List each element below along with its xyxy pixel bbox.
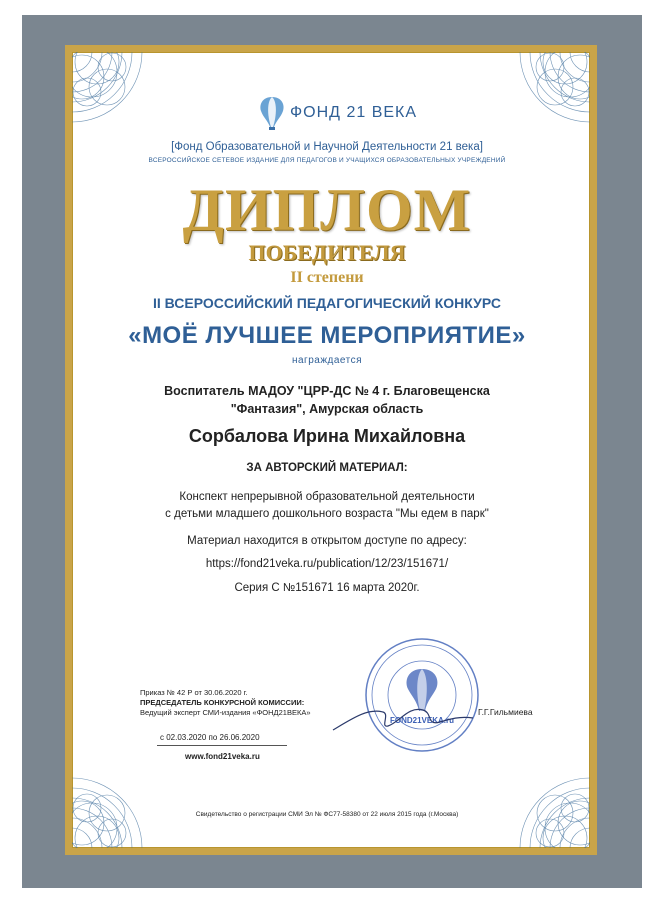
material-line2: с детьми младшего дошкольного возраста "Мы едем в парк" [165, 508, 489, 520]
divider [157, 745, 287, 746]
recipient-role [0, 382, 654, 418]
material-heading: ЗА АВТОРСКИЙ МАТЕРИАЛ: [246, 462, 408, 474]
fund-subtitle: ВСЕРОССИЙСКОЕ СЕТЕВОЕ ИЗДАНИЕ ДЛЯ ПЕДАГОГОВ И УЧАЩИХСЯ ОБРАЗОВАТЕЛЬНЫХ УЧРЕЖДЕНИЙ [148, 157, 506, 164]
recipient-role-line1: Воспитатель МАДОУ "ЦРР-ДС № 4 г. Благовещенска [164, 384, 490, 398]
signer-name: Г.Г.Гильмиева [478, 707, 533, 717]
commission-block [140, 688, 311, 718]
corner-ornament-top-right [490, 52, 590, 152]
material-url: https://fond21veka.ru/publication/12/23/151671/ [205, 558, 449, 570]
corner-ornament-top-left [72, 52, 172, 152]
order-text: Приказ № 42 Р от 30.06.2020 г. [140, 688, 248, 697]
fund-logo [258, 95, 417, 131]
contest-title: «МОЁ ЛУЧШЕЕ МЕРОПРИЯТИЕ» [128, 322, 526, 349]
logo-text: ФОНД 21 ВЕКА [290, 104, 418, 121]
registration-text: Свидетельство о регистрации СМИ Эл № ФС77-58380 от 22 июля 2015 года (г.Москва) [195, 811, 459, 818]
site-url: www.fond21veka.ru [185, 752, 260, 761]
awarded-label: награждается [291, 355, 363, 366]
stamp-text: FOND21VEKA.ru [389, 716, 455, 725]
corner-ornament-bottom-right [490, 748, 590, 848]
recipient-role-line2: "Фантазия", Амурская область [230, 402, 424, 416]
diploma-subtitle: ПОБЕДИТЕЛЯ [248, 240, 406, 265]
balloon-logo-icon [258, 95, 286, 131]
access-text: Материал находится в открытом доступе по адресу: [187, 535, 467, 547]
diploma-degree: II степени [290, 269, 364, 286]
recipient-name: Сорбалова Ирина Михайловна [188, 426, 466, 446]
material-description [0, 489, 654, 523]
handwritten-signature [328, 698, 478, 738]
corner-ornament-bottom-left [72, 748, 172, 848]
fund-full-name: [Фонд Образовательной и Научной Деятельности 21 века] [171, 141, 483, 153]
expert-text: Ведущий эксперт СМИ-издания «ФОНД21ВЕКА» [140, 708, 311, 717]
chair-title: ПРЕДСЕДАТЕЛЬ КОНКУРСНОЙ КОМИССИИ: [140, 698, 305, 707]
contest-period: с 02.03.2020 по 26.06.2020 [160, 733, 260, 742]
material-line1: Конспект непрерывной образовательной деятельности [179, 491, 475, 503]
series-number: Серия С №151671 16 марта 2020г. [234, 582, 420, 594]
diploma-title: ДИПЛОМ [182, 177, 472, 243]
contest-line: II ВСЕРОССИЙСКИЙ ПЕДАГОГИЧЕСКИЙ КОНКУРС [153, 295, 501, 311]
